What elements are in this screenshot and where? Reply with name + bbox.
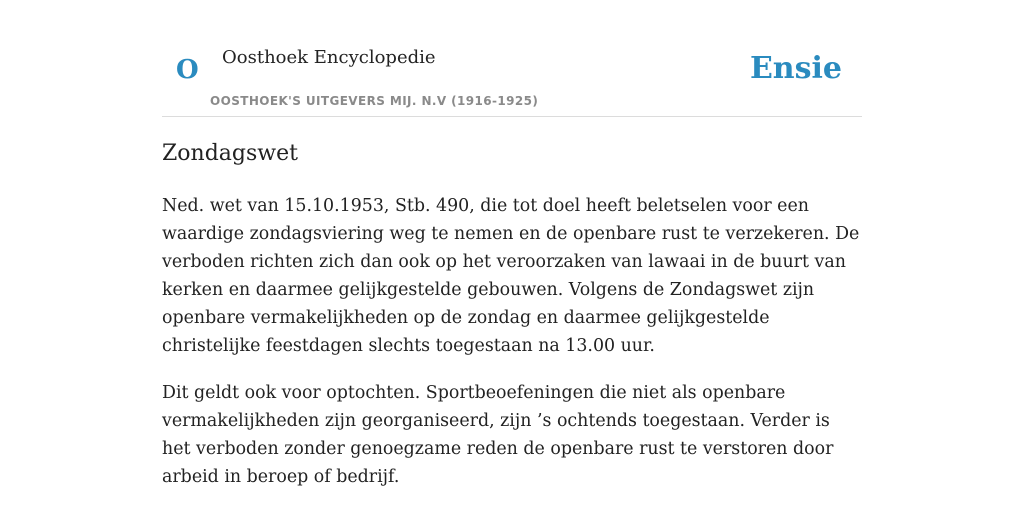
article-body (162, 192, 862, 510)
source-logo-icon[interactable]: O (176, 55, 199, 85)
article-paragraph: Dit geldt ook voor optochten. Sportbeoefeningen die niet als openbare vermakelijkheden zijn georganiseerd, zijn ’s ochtends toegestaan. Verder is het verboden zonder genoegzame reden de openbare rust te verstoren door arbeid in beroep of bedrijf. (162, 383, 834, 487)
article-paragraph: Ned. wet van 15.10.1953, Stb. 490, die tot doel heeft beletselen voor een waardige zondagsviering weg te nemen en de openbare rust te verzekeren. De verboden richten zich dan ook op het veroorzaken van lawaai in de buurt van kerken en daarmee gelijkgestelde gebouwen. Volgens de Zondagswet zijn openbare vermakelijkheden op de zondag en daarmee gelijkgestelde christelijke feestdagen slechts toegestaan na 13.00 uur. (162, 196, 860, 356)
publisher-label: OOSTHOEK'S UITGEVERS MIJ. N.V (1916-1925) (210, 94, 539, 108)
header (162, 0, 862, 117)
source-name-link[interactable]: Oosthoek Encyclopedie (222, 47, 436, 68)
article-title: Zondagswet (162, 141, 298, 166)
brand-logo-link[interactable]: Ensie (749, 51, 842, 86)
